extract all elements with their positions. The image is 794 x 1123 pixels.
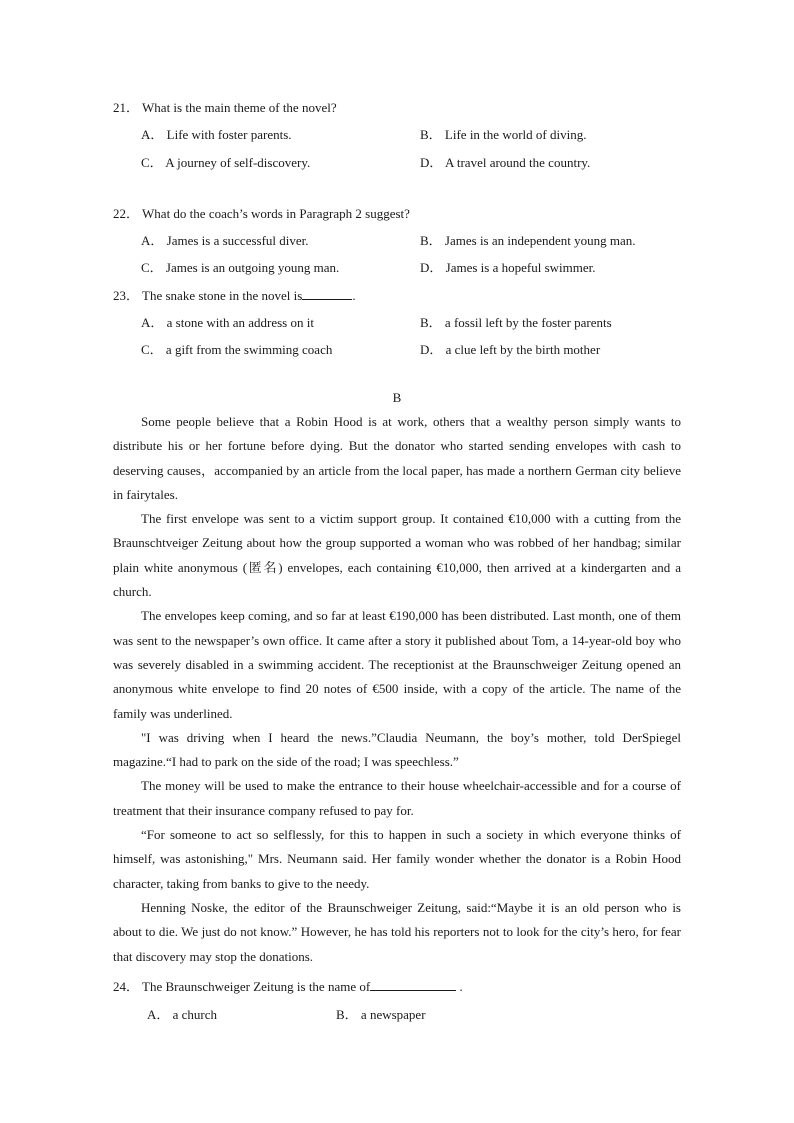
question-number: 23． [113,288,140,303]
option-23-a[interactable]: A． a stone with an address on it [141,315,314,330]
question-23-stem: 23． The snake stone in the novel is . [113,288,356,303]
option-24-b[interactable]: B． a newspaper [336,1007,426,1022]
passage-paragraph: Henning Noske, the editor of the Braunschweiger Zeitung, said:“Maybe it is an old person who is about to die. We just do not know.” However, he has told his reporters not to look for the city’s hero, for fear that discovery may stop the donations. [113,899,681,964]
option-23-c[interactable]: C． a gift from the swimming coach [141,342,333,357]
question-text: What do the coach’s words in Paragraph 2 suggest? [142,206,410,221]
answer-blank[interactable] [302,287,352,300]
question-number: 22． [113,206,140,221]
option-22-d[interactable]: D． James is a hopeful swimmer. [420,260,596,275]
question-22-stem [113,203,410,222]
option-23-b[interactable]: B． a fossil left by the foster parents [420,315,612,330]
question-text: The Braunschweiger Zeitung is the name of [142,979,371,994]
section-heading: B [392,390,402,405]
question-text: What is the main theme of the novel? [142,100,337,115]
question-text: The snake stone in the novel is [142,288,303,303]
option-22-a[interactable]: A． James is a successful diver. [141,233,309,248]
question-24-stem: 24． The Braunschweiger Zeitung is the name of . [113,979,463,994]
option-21-c[interactable]: C． A journey of self-discovery. [141,155,311,170]
option-24-a[interactable]: A． a church [147,1007,218,1022]
passage-paragraph: "I was driving when I heard the news.”Claudia Neumann, the boy’s mother, told DerSpiegel magazine.“I had to park on the side of the road; I was speechless.” [113,729,681,770]
question-number: 21． [113,100,140,115]
passage-paragraph: The envelopes keep coming, and so far at least €190,000 has been distributed. Last month, one of them was sent to the newspaper’s own office. It came after a story it published about Tom, a 14-year-old boy who was severely disabled in a swimming accident. The receptionist at the Braunschweiger Zeitung opened an anonymous white envelope to find 20 notes of €500 inside, with a copy of the article. The name of the family was underlined. [113,608,681,721]
passage-paragraph: “For someone to act so selflessly, for this to happen in such a society in which everyone thinks of himself, was astonishing," Mrs. Neumann said. Her family wonder whether the donator is a Robin Hood character, taking from banks to give to the needy. [113,827,681,891]
option-23-d[interactable]: D． a clue left by the birth mother [420,342,601,357]
passage-paragraph: The money will be used to make the entrance to their house wheelchair-accessible and for a course of treatment that their insurance company refused to pay for. [113,778,681,818]
passage-paragraph: Some people believe that a Robin Hood is at work, others that a wealthy person simply wants to distribute his or her fortune before dying. But the donator who started sending envelopes with cash to deserving causes，accompanied by an article from the local paper, has made a northern German city believe in fairytales. [113,414,681,502]
question-21-stem [113,97,337,116]
option-22-b[interactable]: B． James is an independent young man. [420,233,636,248]
answer-blank[interactable] [370,978,456,991]
reading-passage [113,410,681,969]
option-21-d[interactable]: D． A travel around the country. [420,155,591,170]
passage-paragraph: The first envelope was sent to a victim support group. It contained €10,000 with a cutting from the Braunschtveiger Zeitung about how the group supported a woman who was robbed of her handbag; similar plain white anonymous (匿名) envelopes, each containing €10,000, then arrived at a kindergarten and a church. [113,511,681,600]
option-21-a[interactable]: A． Life with foster parents. [141,127,292,142]
option-22-c[interactable]: C． James is an outgoing young man. [141,260,340,275]
question-number: 24． [113,979,140,994]
option-21-b[interactable]: B． Life in the world of diving. [420,127,587,142]
